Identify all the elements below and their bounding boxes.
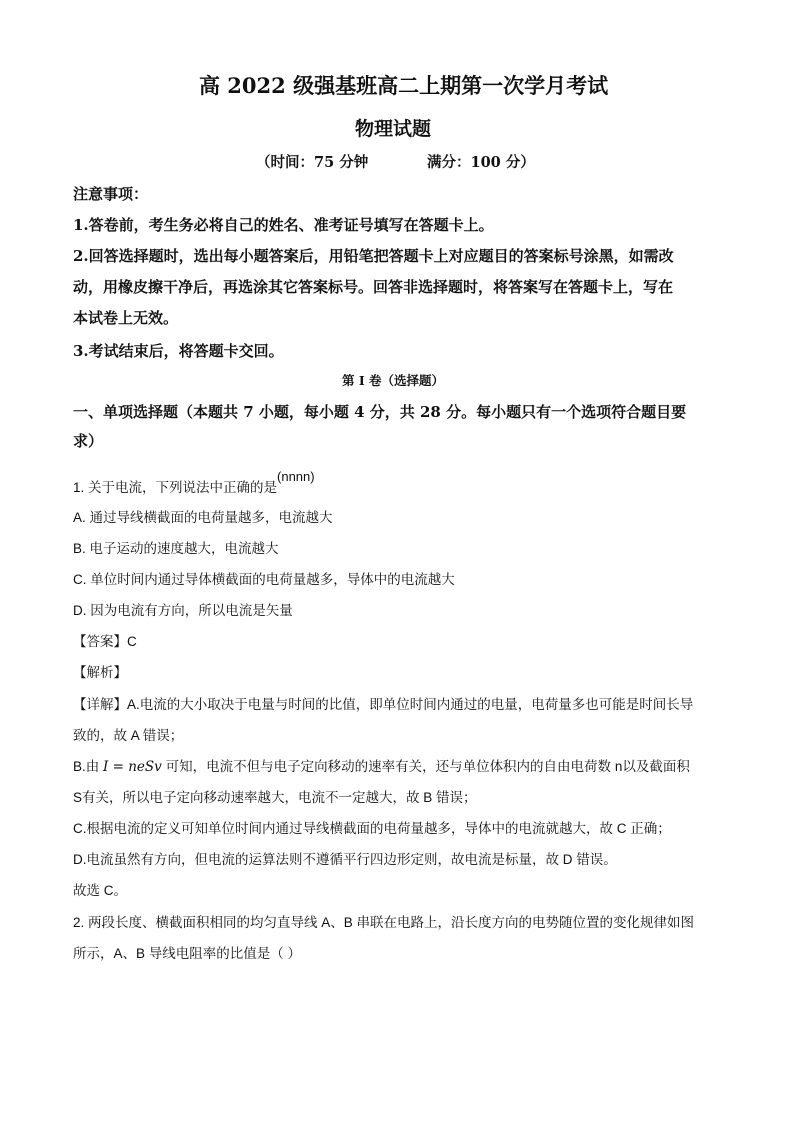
question-2-line-2: 所示，A、B 导线电阻率的比值是（ ）: [73, 946, 302, 961]
question-1-answer: 【答案】C: [73, 634, 137, 649]
question-1-stem: [73, 469, 315, 496]
full-score: 满分：100 分）: [427, 154, 535, 171]
time-limit: （时间：75 分钟: [256, 154, 369, 171]
detail-b-text: 可知，电流不但与电子定向移动的速率有关，还与单位体积内的自由电荷数 n以及截面积: [161, 759, 690, 774]
question-2-line-1: 2. 两段长度、横截面积相同的均匀直导线 A、B 串联在电路上，沿长度方向的电势随位置的变化规律如图: [73, 915, 695, 930]
question-1-detail-b-line-2: S有关，所以电子定向移动速率越大，电流不一定越大，故 B 错误；: [73, 790, 477, 805]
question-1-analysis-label: 【解析】: [73, 665, 127, 680]
question-1-bracket: (nnnn): [277, 469, 315, 484]
question-1-detail-a-line-2: 致的，故 A 错误；: [73, 728, 184, 743]
exam-title: 高 2022 级强基班高二上期第一次学月考试: [199, 73, 609, 98]
section-heading-line-2: 求）: [73, 432, 104, 450]
notes-item-2-line-1: 2.回答选择题时，选出每小题答案后，用铅笔把答题卡上对应题目的答案标号涂黑，如需改: [73, 247, 674, 265]
part-title: 第 I 卷（选择题）: [342, 373, 445, 388]
question-1-detail-c: C.根据电流的定义可知单位时间内通过导线横截面的电荷量越多，导体中的电流就越大，故 C 正确；: [73, 821, 671, 836]
question-1-detail-a-line-1: 【详解】A.电流的大小取决于电量与时间的比值，即单位时间内通过的电量，电荷量多也可能是时间长导: [73, 697, 694, 712]
section-heading-line-1: 一、单项选择题（本题共 7 小题，每小题 4 分，共 28 分。每小题只有一个选项符合题目要: [73, 403, 687, 421]
question-1-option-b: B. 电子运动的速度越大，电流越大: [73, 541, 279, 556]
current-formula: I = neSv: [103, 759, 162, 775]
notes-item-2-line-2: 动，用橡皮擦干净后，再选涂其它答案标号。回答非选择题时，将答案写在答题卡上，写在: [73, 278, 674, 296]
notes-item-2-line-3: 本试卷上无效。: [73, 309, 179, 327]
question-1-detail-b-line-1: [73, 755, 690, 775]
notes-heading: 注意事项：: [73, 185, 149, 203]
question-1-option-d: D. 因为电流有方向，所以电流是矢量: [73, 603, 293, 618]
question-1-detail-d: D.电流虽然有方向，但电流的运算法则不遵循平行四边形定则，故电流是标量，故 D 错误。: [73, 852, 617, 867]
detail-b-prefix: B.由: [73, 759, 104, 774]
question-1-option-c: C. 单位时间内通过导体横截面的电荷量越多，导体中的电流越大: [73, 572, 455, 587]
notes-item-1: 1.答卷前，考生务必将自己的姓名、准考证号填写在答题卡上。: [73, 216, 494, 234]
notes-item-3: 3.考试结束后，将答题卡交回。: [73, 342, 284, 360]
subject-title: 物理试题: [355, 118, 432, 140]
question-1-stem-text: 1. 关于电流，下列说法中正确的是: [73, 480, 278, 495]
question-1-option-a: A. 通过导线横截面的电荷量越多，电流越大: [73, 510, 333, 525]
question-1-conclusion: 故选 C。: [73, 883, 127, 898]
